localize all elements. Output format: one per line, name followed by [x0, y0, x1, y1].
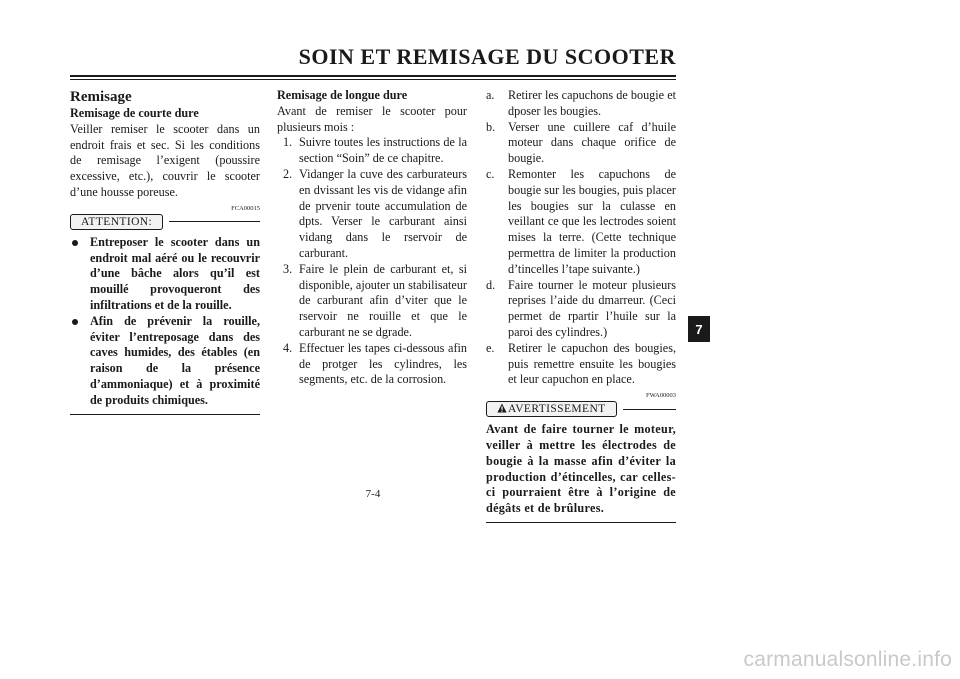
- warning-end-rule: [486, 522, 676, 523]
- list-item: [277, 167, 467, 262]
- page-header-title: SOIN ET REMISAGE DU SCOOTER: [298, 44, 676, 69]
- step-letter: a.: [486, 88, 495, 102]
- list-item: [70, 235, 260, 314]
- bullet-icon: [72, 319, 78, 325]
- step-letter: c.: [486, 166, 495, 181]
- page-number: 7-4: [365, 488, 381, 500]
- step-text: Verser une cuillere caf d’huile moteur dans chaque orifice de bougie.: [508, 119, 676, 166]
- step-number: 3.: [283, 261, 293, 276]
- bullet-text: Entreposer le scooter dans un endroit mal aéré ou le recouvrir d’une bâche alors qu’il est mouillé provoqueront des infiltrations et de la rouille.: [90, 234, 260, 312]
- warning-code: FWA00003: [646, 392, 676, 400]
- list-item: [277, 262, 467, 341]
- subhead-long-storage: Remisage de longue dure: [277, 88, 408, 102]
- header-rule-thin: [70, 79, 676, 80]
- step-letter: d.: [486, 277, 496, 292]
- step-letter: e.: [486, 340, 495, 355]
- step-text: Vidanger la cuve des carburateurs en dvissant les vis de vidange afin de prvenir toute accumulation de dpts. Verser le carburant ainsi vidang dans le rservoir de carburant.: [299, 166, 467, 260]
- step-text: Suivre toutes les instructions de la section “Soin” de ce chapitre.: [299, 135, 467, 166]
- step-text: Remonter les capuchons de bougie sur les bougies, puis placer les bougies sur la culasse en veillant ce que les lectrodes soient mises la terre. (Cette technique permettra de limiter la production d’tincelles l’tape suivante.): [508, 166, 676, 276]
- step-text: Effectuer les tapes ci-dessous afin de protger les cylindres, les segments, etc. de la corrosion.: [299, 340, 467, 387]
- section-title: Remisage: [70, 89, 132, 105]
- list-item: [277, 135, 467, 167]
- watermark: carmanualsonline.info: [743, 648, 952, 671]
- substeps-list: [486, 88, 676, 388]
- warning-triangle-icon: [497, 403, 507, 413]
- attention-end-rule: [70, 414, 260, 415]
- notice-code: FCA00015: [231, 204, 260, 212]
- step-letter: b.: [486, 119, 496, 134]
- list-item: [486, 120, 676, 167]
- list-item: [70, 314, 260, 409]
- subhead-short-storage: Remisage de courte dure: [70, 106, 199, 120]
- step-number: 2.: [283, 166, 293, 181]
- warning-tag: [486, 401, 617, 417]
- list-item: [486, 88, 676, 120]
- attention-rule: [169, 221, 260, 222]
- warning-label: AVERTISSEMENT: [508, 403, 606, 416]
- list-item: [486, 341, 676, 388]
- column-short-storage: [70, 88, 260, 415]
- attention-list: [70, 235, 260, 409]
- step-text: Retirer le capuchon des bougies, puis remettre ensuite les bougies et leur capuchon en place.: [508, 340, 676, 387]
- step-text: Retirer les capuchons de bougie et dposer les bougies.: [508, 88, 676, 118]
- step-text: Faire tourner le moteur plusieurs reprises l’aide du dmarreur. (Ceci permet de rpartir l’huile sur la paroi des cylindres.): [508, 277, 676, 339]
- step-number: 1.: [283, 135, 293, 150]
- step-number: 4.: [283, 340, 293, 355]
- chapter-tab: 7: [688, 316, 710, 342]
- short-storage-intro: Veiller remiser le scooter dans un endroit frais et sec. Si les conditions de remisage l’exigent (poussire excessive, etc.), couvrir le scooter d’une housse poreuse.: [70, 121, 260, 199]
- list-item: [486, 278, 676, 341]
- bullet-icon: [72, 240, 78, 246]
- long-storage-intro: Avant de remiser le scooter pour plusieurs mois :: [277, 103, 467, 134]
- attention-banner: [70, 214, 260, 230]
- list-item: [486, 167, 676, 278]
- bullet-text: Afin de prévenir la rouille, éviter l’entreposage dans des caves humides, des étables (en raison de la présence d’ammoniaque) et à proximité de produits chimiques.: [90, 313, 260, 407]
- column-long-storage: [277, 88, 467, 388]
- list-item: [277, 341, 467, 388]
- attention-label: ATTENTION:: [70, 214, 163, 230]
- warning-text: Avant de faire tourner le moteur, veiller à mettre les électrodes de bougie à la masse afin d’éviter la production d’étincelles, car celles-ci pourraient être à l’origine de dégâts et de brûlures.: [486, 422, 676, 516]
- header-rule-thick: [70, 75, 676, 77]
- warning-banner: [486, 401, 676, 417]
- long-storage-steps: [277, 135, 467, 388]
- warning-rule: [623, 409, 676, 410]
- column-substeps: [486, 88, 676, 523]
- step-text: Faire le plein de carburant et, si disponible, ajouter un stabilisateur de carburant afin d’viter que le rservoir ne rouille et que le carburant ne se dgrade.: [299, 261, 467, 339]
